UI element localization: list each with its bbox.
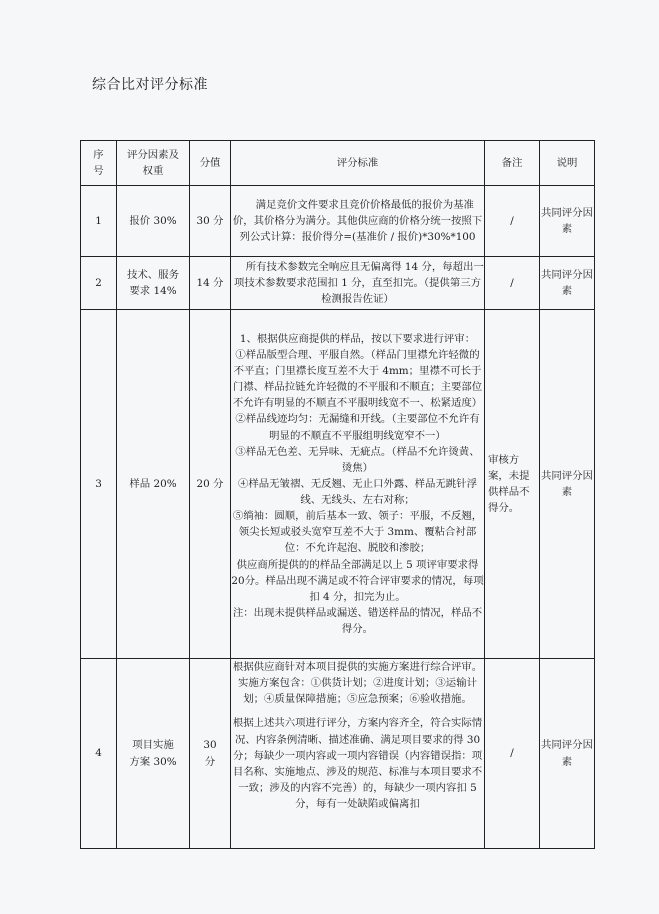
row-score: 14 分 — [190, 257, 231, 310]
row-remark: 审核方案，未提供样品不得分。 — [485, 310, 540, 659]
criteria-text: ③样品无色差、无异味、无疵点。（样品不允许烫黄、烫焦） — [235, 445, 480, 474]
scoring-table — [80, 140, 595, 849]
criteria-text: 1、根据供应商提供的样品，按以下要求进行评审： — [239, 332, 476, 345]
row-score-line2: 分 — [204, 755, 216, 768]
row-note: 共同评分因素 — [540, 186, 595, 257]
header-criteria: 评分标准 — [231, 141, 485, 186]
row-criteria — [231, 310, 485, 659]
criteria-text: ④样品无皱褶、无反翘、无止口外露、样品无跳针浮线、无线头、左右对称； — [238, 477, 477, 507]
row-criteria — [231, 659, 485, 849]
header-score: 分值 — [190, 141, 231, 186]
header-note: 说明 — [540, 141, 595, 186]
row-note: 共同评分因素 — [540, 310, 595, 659]
row-factor — [117, 257, 190, 310]
row-index: 1 — [81, 186, 117, 257]
row-index: 3 — [81, 310, 117, 659]
header-index-line1: 序 — [93, 148, 104, 161]
row-factor: 报价 30% — [117, 186, 190, 257]
row-factor-line1: 技术、服务 — [127, 268, 179, 281]
header-index-line2: 号 — [93, 165, 104, 177]
header-factor-line2: 权重 — [142, 165, 164, 177]
table-row — [81, 257, 595, 310]
row-factor: 样品 20% — [117, 310, 190, 659]
row-score — [190, 659, 231, 849]
header-factor — [117, 141, 190, 186]
row-note: 共同评分因素 — [540, 659, 595, 849]
table-row — [81, 659, 595, 849]
table-row — [81, 186, 595, 257]
criteria-text: 所有技术参数完全响应且无偏离得 14 分，每超出一项技术参数要求范围扣 1 分，直至扣完。（提供第三方检测报告佐证） — [234, 260, 484, 306]
criteria-text: 供应商所提供的的样品全部满足以上 5 项评审要求得20分。样品出现不满足或不符合评审要求的情况，每项扣 4 分，扣完为止。 — [231, 558, 484, 603]
table-header-row — [81, 141, 595, 186]
header-remark: 备注 — [485, 141, 540, 186]
criteria-text: 根据供应商针对本项目提供的实施方案进行综合评审。实施方案包含：①供货计划；②进度计划；③运输计划；④质量保障措施；⑤应急预案；⑥验收措施。 — [232, 661, 483, 706]
table-row — [81, 310, 595, 659]
row-factor-line1: 项目实施 — [132, 739, 174, 752]
row-criteria — [231, 186, 485, 257]
row-score: 20 分 — [190, 310, 231, 659]
page-title: 综合比对评分标准 — [92, 77, 208, 93]
row-factor-line2: 方案 30% — [129, 755, 177, 768]
criteria-text: ①样品版型合理、平服自然。（样品门里襟允许轻微的不平直；门里襟长度互差不大于 4mm；里襟不可长于门襟、样品拉链允许轻微的不平服和不顺直；主要部位不允许有明显的不顺直不平服明线宽不一、松紧适度） — [232, 348, 483, 410]
criteria-text: 注：出现未提供样品或漏送、错送样品的情况，样品不得分。 — [232, 606, 483, 636]
criteria-text: 根据上述共六项进行评分，方案内容齐全，符合实际情况、内容条例清晰、描述准确、满足项目要求的得 30 分；每缺少一项内容或一项内容错误（内容错误指：项目名称、实施地点、涉及的规范、标准与本项目要求不一致；涉及的内容不完善）的，每缺少一项内容扣 5 分，每有一处缺陷或偏离扣 — [232, 717, 483, 810]
row-index: 4 — [81, 659, 117, 849]
header-index — [81, 141, 117, 186]
header-factor-line1: 评分因素及 — [127, 148, 179, 161]
criteria-text: ②样品线迹均匀：无漏缝和开线。（主要部位不允许有明显的不顺直不平服组明线宽窄不一） — [235, 413, 480, 442]
row-remark: / — [485, 186, 540, 257]
criteria-text: 满足竞价文件要求且竞价价格最低的报价为基准价，其价格分为满分。其他供应商的价格分统一按照下列公式计算：报价得分=(基准价 / 报价)*30%*100 — [232, 198, 483, 244]
row-factor — [117, 659, 190, 849]
row-score: 30 分 — [190, 186, 231, 257]
row-remark: / — [485, 659, 540, 849]
row-score-line1: 30 — [203, 739, 217, 752]
criteria-text: ⑤绱袖：圆顺，前后基本一致、领子：平服，不反翘，领尖长短或驳头宽窄互差不大于 3mm、覆粘合衬部位：不允许起泡、脱胶和渗胶； — [232, 510, 483, 555]
row-factor-line2: 要求 14% — [129, 285, 177, 297]
row-note: 共同评分因素 — [540, 257, 595, 310]
row-criteria — [231, 257, 485, 310]
row-index: 2 — [81, 257, 117, 310]
row-remark: / — [485, 257, 540, 310]
